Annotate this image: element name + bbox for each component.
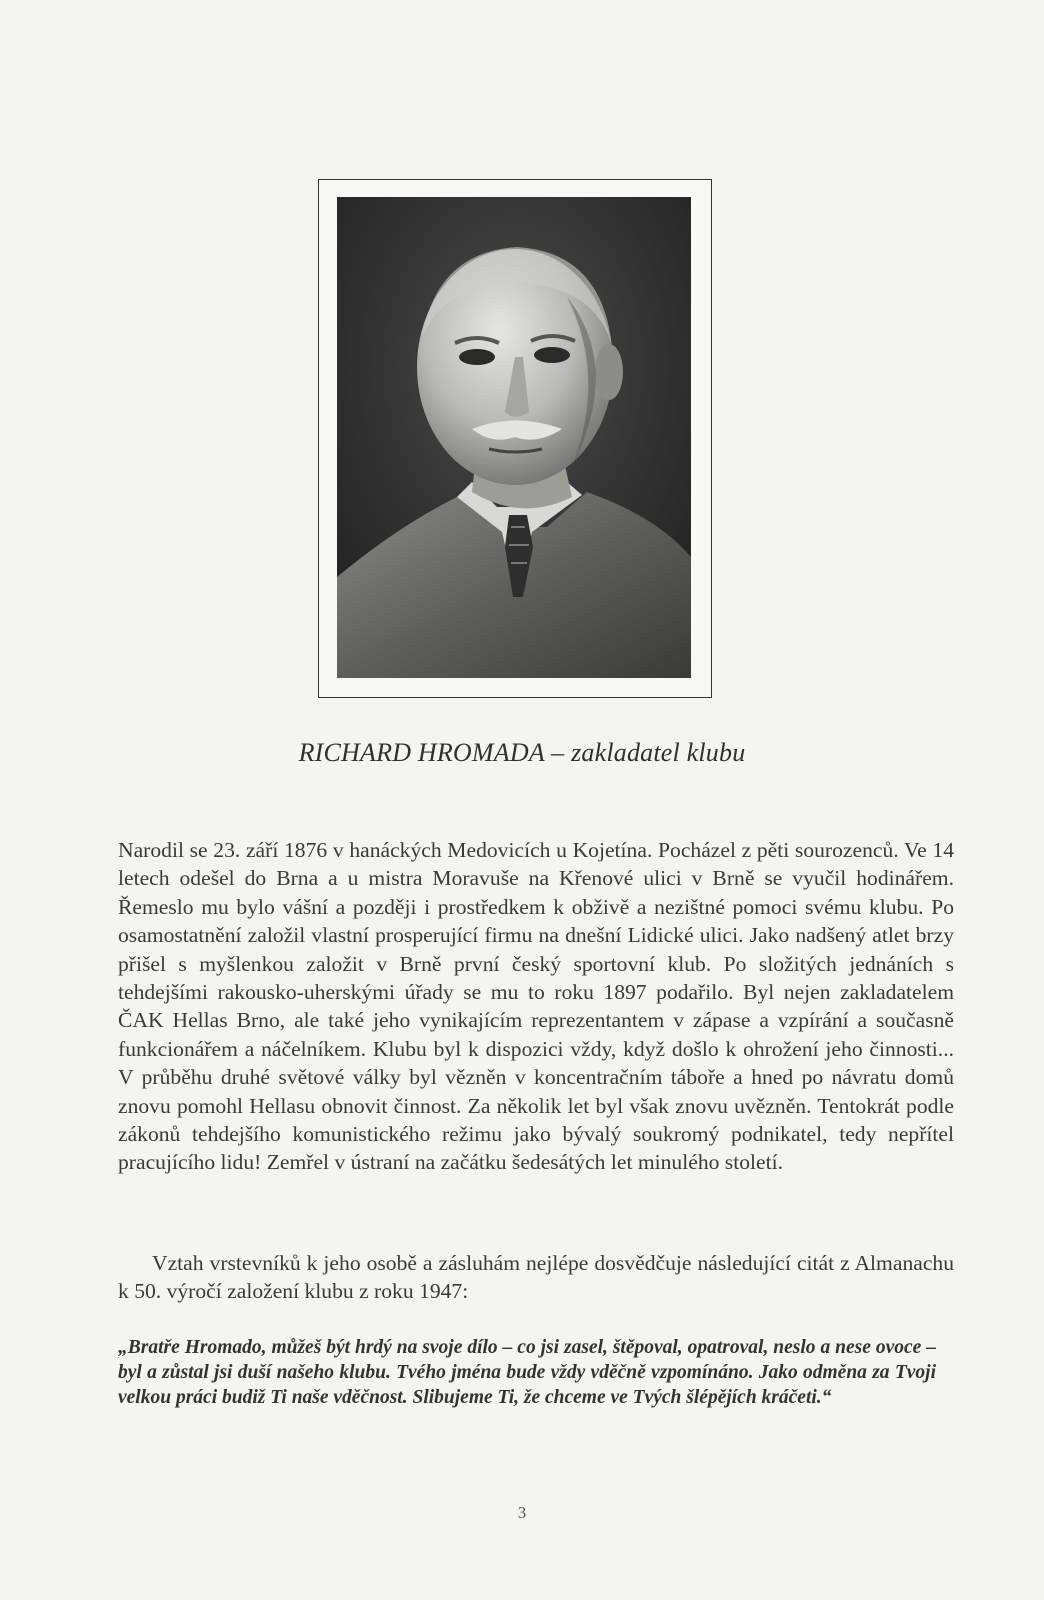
quote-block: „Bratře Hromado, můžeš být hrdý na svoje dílo – co jsi zasel, štěpoval, opatroval, neslo a nese ovoce – byl a zůstal jsi duší našeho klubu. Tvého jména bude vždy vděčně vzpomínáno. Jako odměna za Tvoji velkou práci budiž Ti naše vděčnost. Slibujeme Ti, že chceme ve Tvých šlépějích kráčeti.“	[118, 1337, 936, 1408]
paragraph-2: Vztah vrstevníků k jeho osobě a zásluhám nejlépe dosvědčuje následující citát z Almanachu k 50. výročí založení klubu z roku 1947:	[118, 1251, 954, 1304]
caption-name: RICHARD HROMADA	[298, 738, 545, 767]
photo-caption	[0, 738, 1044, 768]
paragraph-1: Narodil se 23. září 1876 v hanáckých Medovicích u Kojetína. Pocházel z pěti sourozenců. Ve 14 letech odešel do Brna a u mistra Moravuše na Křenové ulici v Brně se vyučil hodinářem. Řemeslo mu bylo vášní a později i prostředkem k obživě a nezištné pomoci svému klubu. Po osamostatnění založil vlastní prosperující firmu na dnešní Lidické ulici. Jako nadšený atlet brzy přišel s myšlenkou založit v Brně první český sportovní klub. Po složitých jednáních s tehdejšími rakousko-uherskými úřady se mu to roku 1897 podařilo. Byl nejen zakladatelem ČAK Hellas Brno, ale také jeho vynikajícím reprezentantem v zápase a vzpírání a současně funkcionářem a náčelníkem. Klubu byl k dispozici vždy, když došlo k ohrožení jeho činnosti... V průběhu druhé světové války byl vězněn v koncentračním táboře a hned po návratu domů znovu pomohl Hellasu obnovit činnost. Za několik let byl však znovu uvězněn. Tentokrát podle zákonů tehdejšího komunistického režimu jako bývalý soukromý podnikatel, tedy nepřítel pracujícího lidu! Zemřel v ústraní na začátku šedesátých let minulého století.	[118, 838, 954, 1175]
page-number: 3	[517, 1503, 527, 1522]
portrait-photo	[337, 197, 691, 678]
portrait-illustration	[337, 197, 691, 678]
caption-dash: –	[544, 738, 572, 767]
biography-paragraph	[118, 836, 954, 1177]
caption-role: zakladatel klubu	[571, 738, 746, 767]
portrait-frame	[318, 179, 712, 698]
